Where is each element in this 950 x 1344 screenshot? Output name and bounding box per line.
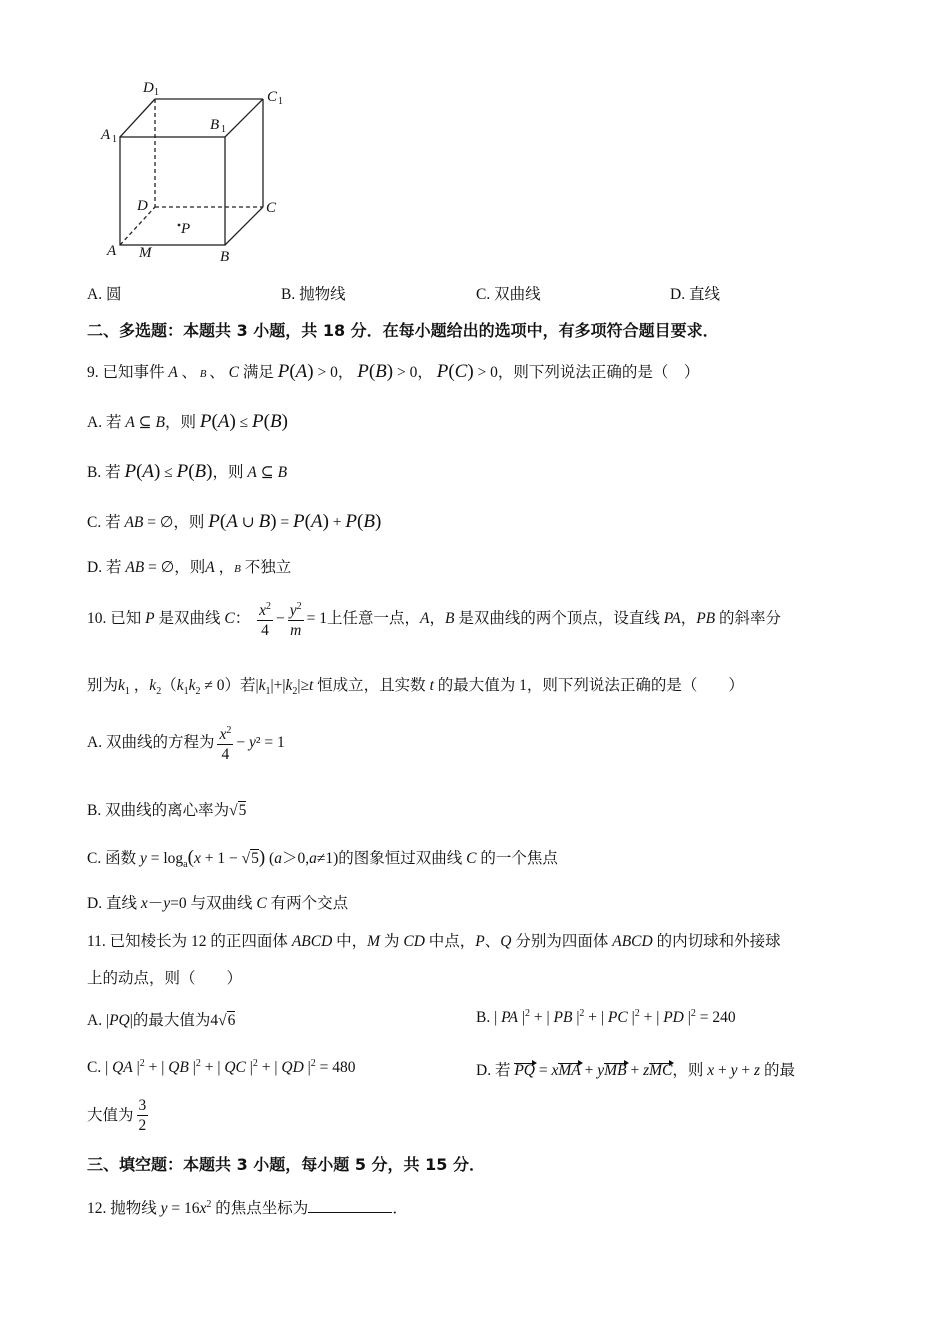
label-d: D: [137, 198, 148, 214]
q9-stem: 9. 已知事件 A 、 B 、 C 满足 P(A) > 0， P(B) > 0， P(C) > 0，则下列说法正确的是（ ）: [87, 361, 700, 382]
q9-option-b: B. 若 P(A) ≤ P(B)，则 A ⊆ B: [87, 461, 288, 482]
q11-option-a: A. |PQ|的最大值为4√6: [87, 1012, 236, 1029]
label-b1: B: [210, 117, 220, 133]
label-d1: D: [143, 80, 154, 96]
svg-text:1: 1: [112, 134, 117, 145]
q8-option-c: C. 双曲线: [476, 286, 541, 303]
q8-option-b: B. 抛物线: [281, 286, 346, 303]
q11-option-b: B. | PA $|^2$ + | PB $|^2$ + | PC $|^2$ + | PD $|^2 = 240$: [476, 1008, 736, 1027]
label-a1: A: [101, 127, 111, 143]
q9-option-c: C. 若 AB = ∅，则 P(A ∪ B) = P(A) + P(B): [87, 511, 382, 532]
cube-edge-b1c1: [225, 99, 263, 137]
q12-stem: 12. 抛物线 $y = 16x^2$ 的焦点坐标为 ．: [87, 1198, 408, 1217]
q8-option-d: D. 直线: [670, 286, 720, 303]
cube-edge-a1d1: [120, 99, 155, 137]
q10-option-c: C. 函数 $y = \log_a(x + 1 - √5)$ (a＞0,a≠1)的图象恒过双曲线 C 的一个焦点: [87, 847, 558, 871]
cube-figure: [95, 75, 305, 265]
q11-stem-line1: 11. 已知棱长为 12 的正四面体 ABCD 中，M 为 CD 中点，P、Q 分别为四面体 ABCD 的内切球和外接球: [87, 933, 781, 950]
label-p: P: [181, 221, 191, 237]
label-m: M: [139, 245, 152, 261]
q10-option-b: B. 双曲线的离心率为√5: [87, 802, 247, 819]
q11-stem-line2: 上的动点，则（ ）: [87, 970, 243, 987]
q10-option-a: A. 双曲线的方程为 $\frac{x^2}{4}$ − y² = 1: [87, 722, 285, 765]
q8-option-a: A. 圆: [87, 286, 122, 303]
label-c1: C: [267, 89, 278, 105]
svg-text:1: 1: [221, 124, 226, 135]
q10-option-d: D. 直线 x－y=0 与双曲线 C 有两个交点: [87, 895, 349, 912]
cube-edge-bc: [225, 207, 263, 245]
q9-option-d: D. 若 AB = ∅，则A ，B 不独立: [87, 559, 292, 576]
section-3-heading: 三、填空题：本题共 3 小题，每小题 5 分，共 15 分．: [87, 1155, 485, 1174]
label-b: B: [220, 249, 230, 265]
q11-option-d: D. 若 PQ = xMA + yMB + zMC，则 x + y + z 的最: [476, 1062, 795, 1079]
q10-stem-line1: 10. 已知 P 是双曲线 C： $\frac{x^2}{4}$ − $\frac{y^2}{m}$ = 1上任意一点，A，B 是双曲线的两个顶点，设直线 PA，PB 的斜率分: [87, 598, 781, 641]
q11-option-d-continued: 大值为 $\frac{3}{2}$: [87, 1097, 147, 1134]
point-p: [178, 224, 181, 227]
q10-stem-line2: 别为$k_1$ ，$k_2(k_1k_2 \ne 0)$若$|k_1|+|k_2|\ge t$ 恒成立，且实数 t 的最大值为 1，则下列说法正确的是（ ）: [87, 677, 744, 698]
q9-option-a: A. 若 A ⊆ B，则 P(A) ≤ P(B): [87, 411, 288, 432]
section-2-heading: 二、多选题：本题共 3 小题，共 18 分．在每小题给出的选项中，有多项符合题目要求．: [87, 321, 719, 340]
q11-option-c: C. | QA $|^2$ + | QB $|^2$ + | QC $|^2$ + | QD $|^2 = 480$: [87, 1058, 356, 1077]
svg-text:1: 1: [278, 96, 283, 107]
label-c: C: [266, 200, 277, 216]
label-a: A: [107, 243, 117, 259]
q12-answer-blank[interactable]: [308, 1198, 392, 1213]
svg-text:1: 1: [154, 87, 159, 98]
